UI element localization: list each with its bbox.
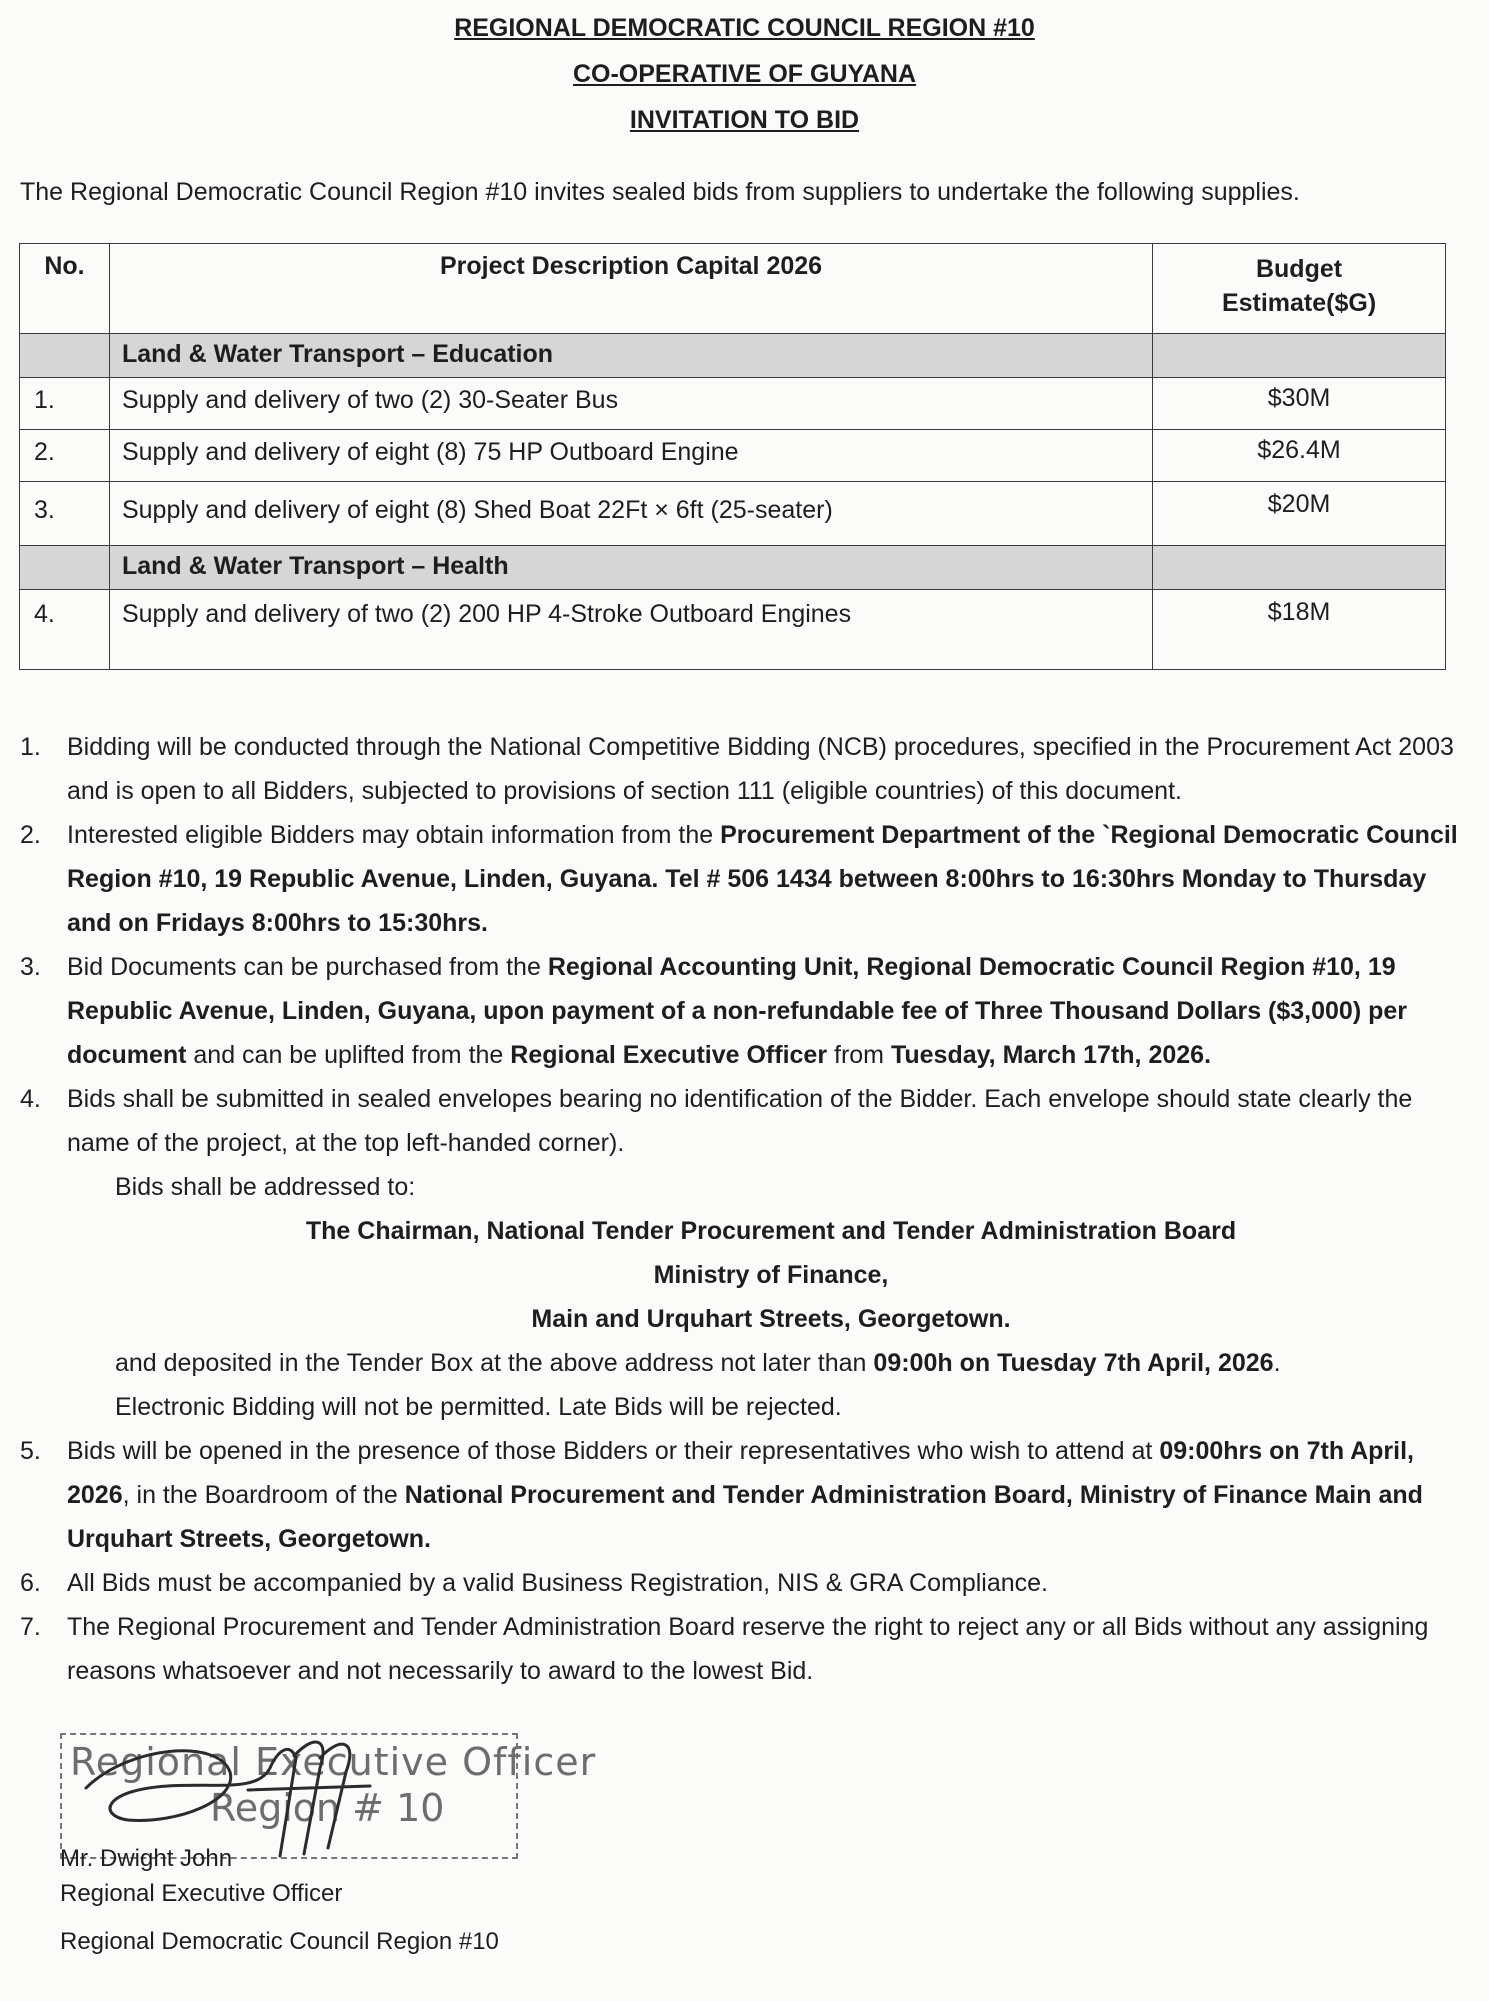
item-text: Bid Documents can be purchased from the bbox=[67, 953, 548, 981]
deposit-text-a: and deposited in the Tender Box at the above address not later than bbox=[115, 1349, 874, 1377]
address-line3: Main and Urquhart Streets, Georgetown. bbox=[531, 1305, 1011, 1333]
row-description: Supply and delivery of two (2) 30-Seater Bus bbox=[109, 378, 1152, 430]
conditions-list bbox=[20, 725, 1475, 1693]
item-text-bold: Regional Accounting Unit, Regional Democratic Council Region #10, 19 Republic Avenue, Linden, Guyana, upon payment of a non-refundable fee of Three Thousand Dollars ($3,000) per document bbox=[67, 953, 1408, 1069]
header-no: No. bbox=[20, 244, 110, 334]
bid-table bbox=[19, 243, 1446, 670]
item-text: The Regional Procurement and Tender Administration Board reserve the right to reject any or all Bids without any assigning reasons whatsoever and not necessarily to award to the lowest Bid. bbox=[67, 1613, 1429, 1685]
table-row bbox=[20, 430, 1446, 482]
item-text: Bids shall be submitted in sealed envelopes bearing no identification of the Bidder. Each envelope should state clearly the name of the project, at the top left-handed corner). bbox=[67, 1085, 1413, 1157]
list-item bbox=[20, 1605, 1475, 1693]
address-intro: Bids shall be addressed to: bbox=[115, 1173, 416, 1201]
stamp-text-line1: Regional Executive Officer bbox=[70, 1740, 597, 1784]
section-empty-cell bbox=[1153, 334, 1446, 378]
item-text: Bids will be opened in the presence of those Bidders or their representatives who wish to attend at bbox=[67, 1437, 1160, 1465]
row-amount: $18M bbox=[1153, 590, 1446, 670]
table-header-row bbox=[20, 244, 1446, 334]
item-text: Interested eligible Bidders may obtain information from the bbox=[67, 821, 721, 849]
signatory-title: Regional Executive Officer bbox=[60, 1880, 343, 1907]
section-empty-cell bbox=[1153, 546, 1446, 590]
row-amount: $30M bbox=[1153, 378, 1446, 430]
item-text: Bidding will be conducted through the National Competitive Bidding (NCB) procedures, specified in the Procurement Act 2003 and is open to all Bidders, subjected to provisions of section 111 (eligible countries) of this document. bbox=[67, 733, 1454, 805]
handwritten-signature bbox=[58, 1728, 516, 1858]
list-item bbox=[20, 1561, 1475, 1605]
list-item bbox=[20, 813, 1475, 945]
table-row bbox=[20, 482, 1446, 546]
list-item bbox=[20, 945, 1475, 1077]
item-number: 7. bbox=[20, 1613, 41, 1641]
item-number: 1. bbox=[20, 733, 41, 761]
header-line1: REGIONAL DEMOCRATIC COUNCIL REGION #10 bbox=[454, 14, 1035, 42]
row-amount: $26.4M bbox=[1153, 430, 1446, 482]
section-row-education bbox=[20, 334, 1446, 378]
item-text-bold: Regional Executive Officer bbox=[510, 1041, 828, 1069]
item-text-bold: National Procurement and Tender Administration Board, Ministry of Finance Main and Urquhart Streets, Georgetown. bbox=[67, 1481, 1423, 1553]
address-line2: Ministry of Finance, bbox=[653, 1261, 889, 1289]
section-row-health bbox=[20, 546, 1446, 590]
item-text: and can be uplifted from the bbox=[186, 1041, 511, 1069]
section-title-health: Land & Water Transport – Health bbox=[109, 546, 1152, 590]
header-description: Project Description Capital 2026 bbox=[109, 244, 1152, 334]
header-budget-line2: Estimate($G) bbox=[1221, 289, 1377, 317]
deposit-text bbox=[67, 1341, 1475, 1385]
row-amount: $20M bbox=[1153, 482, 1446, 546]
header-budget bbox=[1153, 244, 1446, 334]
document-title: INVITATION TO BID bbox=[629, 106, 860, 134]
row-description: Supply and delivery of eight (8) Shed Boat 22Ft × 6ft (25-seater) bbox=[109, 482, 1152, 546]
row-description: Supply and delivery of two (2) 200 HP 4-Stroke Outboard Engines bbox=[109, 590, 1152, 670]
header-line2: CO-OPERATIVE OF GUYANA bbox=[572, 60, 917, 88]
signatory-name: Mr. Dwight John bbox=[60, 1845, 233, 1872]
list-item bbox=[20, 1429, 1475, 1561]
item-number: 2. bbox=[20, 821, 41, 849]
row-number: 2. bbox=[20, 430, 110, 482]
list-item bbox=[20, 1077, 1475, 1429]
item-text: , in the Boardroom of the bbox=[122, 1481, 405, 1509]
row-number: 4. bbox=[20, 590, 110, 670]
signatory-organization: Regional Democratic Council Region #10 bbox=[60, 1928, 499, 1955]
late-bids-text: Electronic Bidding will not be permitted. Late Bids will be rejected. bbox=[115, 1393, 842, 1421]
header-budget-line1: Budget bbox=[1255, 255, 1343, 283]
row-number: 3. bbox=[20, 482, 110, 546]
item-number: 6. bbox=[20, 1569, 41, 1597]
item-text-bold: Tuesday, March 17th, 2026. bbox=[890, 1041, 1212, 1069]
stamp-text-line2: Region # 10 bbox=[210, 1786, 445, 1830]
table-row bbox=[20, 590, 1446, 670]
row-description: Supply and delivery of eight (8) 75 HP Outboard Engine bbox=[109, 430, 1152, 482]
section-empty-cell bbox=[20, 546, 110, 590]
table-row bbox=[20, 378, 1446, 430]
item-text: All Bids must be accompanied by a valid Business Registration, NIS & GRA Compliance. bbox=[67, 1569, 1049, 1597]
item-number: 3. bbox=[20, 953, 41, 981]
item-text: from bbox=[827, 1041, 891, 1069]
item-text-bold: 09:00hrs on 7th April, 2026 bbox=[67, 1437, 1414, 1509]
deposit-text-c: . bbox=[1273, 1349, 1281, 1377]
section-empty-cell bbox=[20, 334, 110, 378]
row-number: 1. bbox=[20, 378, 110, 430]
item-number: 5. bbox=[20, 1437, 41, 1465]
intro-text: The Regional Democratic Council Region #10 invites sealed bids from suppliers to undertake the following supplies. bbox=[20, 178, 1300, 206]
item-text-bold: Procurement Department of the `Regional Democratic Council Region #10, 19 Republic Avenue, Linden, Guyana. Tel # 506 1434 between 8:00hrs to 16:30hrs Monday to Thursday and on Fridays 8:00hrs to 15:30hrs. bbox=[67, 821, 1458, 937]
item-number: 4. bbox=[20, 1085, 41, 1113]
section-title-education: Land & Water Transport – Education bbox=[109, 334, 1152, 378]
address-line1: The Chairman, National Tender Procurement and Tender Administration Board bbox=[305, 1217, 1237, 1245]
list-item bbox=[20, 725, 1475, 813]
deposit-deadline: 09:00h on Tuesday 7th April, 2026 bbox=[873, 1349, 1274, 1377]
